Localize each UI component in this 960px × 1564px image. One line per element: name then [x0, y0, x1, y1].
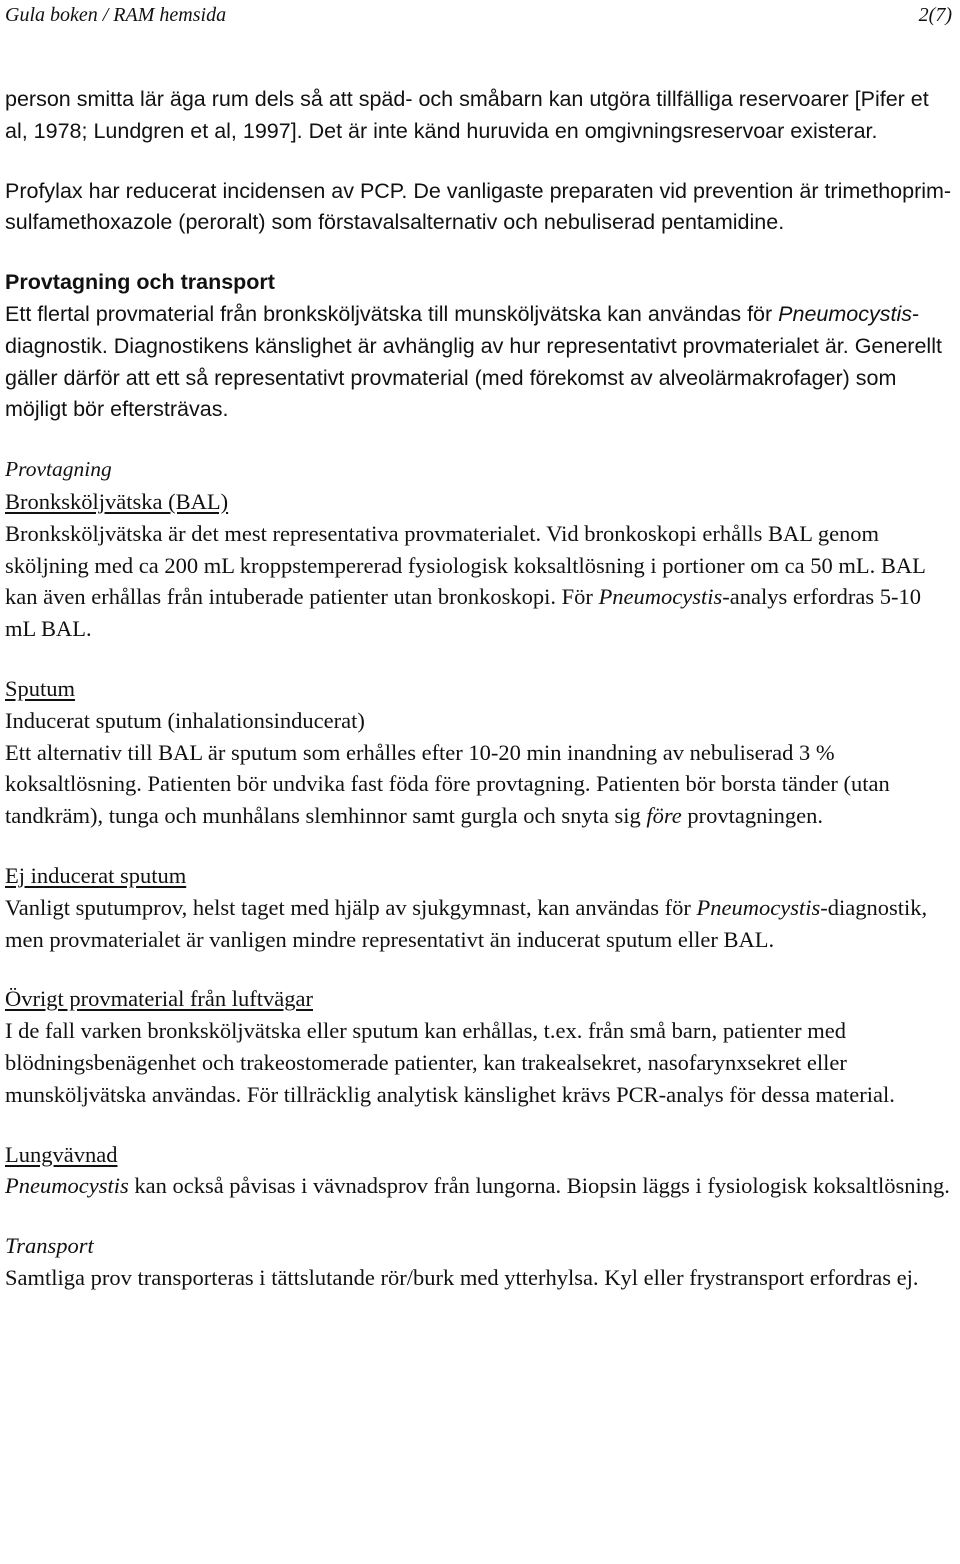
subsection-heading: Inducerat sputum (inhalationsinducerat) — [5, 707, 365, 733]
paragraph-reservoir — [5, 84, 952, 148]
section-heading: Sputum — [5, 675, 76, 701]
section-transport — [5, 1230, 952, 1294]
section-ej-inducerat — [5, 860, 952, 955]
section-ovrigt — [5, 983, 952, 1110]
paragraph-text: Profylax har reducerat incidensen av PCP. De vanligaste preparaten vid prevention är trimethoprim-sulfamethoxazole (peroralt) som förstavalsalternativ och nebuliserad pentamidine. — [5, 178, 952, 235]
italic-term: Pneumocystis — [696, 894, 821, 920]
paragraph-text: -analys erfordras 5-10 mL BAL. — [5, 584, 921, 642]
paragraph-text: Ett flertal provmaterial från bronksköljvätska till munsköljvätska kan användas för — [5, 301, 773, 326]
paragraph-text: -diagnostik, men provmaterialet är vanligen mindre representativt än inducerat sputum eller BAL. — [5, 894, 928, 952]
page-number: 2(7) — [918, 4, 952, 26]
section-heading: Transport — [5, 1233, 94, 1259]
italic-term: Pneumocystis — [5, 1173, 129, 1199]
paragraph-text: I de fall varken bronksköljvätska eller sputum kan erhållas, t.ex. från små barn, patienter med blödningsbenägenhet och trakeostomerade patienter, kan trakealsekret, nasofarynxsekret eller munsköljvätska användas. För tillräcklig analytisk känslighet krävs PCR-analys för dessa material. — [5, 1018, 895, 1107]
italic-term: Pneumocystis — [778, 301, 912, 326]
section-heading: Övrigt provmaterial från luftvägar — [5, 986, 314, 1012]
paragraph-text: Bronksköljvätska är det mest representativa provmaterialet. Vid bronkoskopi erhålls BAL genom sköljning med ca 200 mL kroppstempererad fysiologisk koksaltlösning i portioner om ca 50 mL. BAL kan även erhållas från intuberade patienter utan bronkoskopi. För — [5, 520, 926, 610]
section-heading: Ej inducerat sputum — [5, 862, 187, 888]
section-heading: Provtagning och transport — [5, 270, 275, 295]
paragraph-text: Ett alternativ till BAL är sputum som erhålles efter 10-20 min inandning av nebuliserad 3 % koksaltlösning. Patienten bör undvika fast föda före provtagning. Patienten bör borsta tänder (utan tandkräm), tunga och munhålans slemhinnor samt gurgla och snyta sig — [5, 739, 890, 829]
subsection-heading: Bronksköljvätska (BAL) — [5, 488, 229, 514]
header-title: Gula boken / RAM hemsida — [5, 4, 227, 26]
section-provtagning-transport — [5, 267, 952, 426]
section-heading: Lungvävnad — [5, 1141, 118, 1167]
paragraph-text: person smitta lär äga rum dels så att späd- och småbarn kan utgöra tillfälliga reservoarer [Pifer et al, 1978; Lundgren et al, 1997]. Det är inte känd huruvida en omgivningsreservoar existerar. — [5, 87, 929, 143]
section-sputum — [5, 673, 952, 832]
paragraph-text: -diagnostik. Diagnostikens känslighet är avhänglig av hur representativt provmaterialet är. Generellt gäller därför att ett så representativt provmaterial (med förekomst av alveolärmakrofager) som möjligt bör eftersträvas. — [5, 301, 942, 422]
italic-term: före — [646, 803, 682, 829]
paragraph-text: kan också påvisas i vävnadsprov från lungorna. Biopsin läggs i fysiologisk koksaltlösning. — [134, 1173, 950, 1199]
section-lungvavnad — [5, 1139, 952, 1203]
section-bal — [5, 454, 952, 645]
paragraph-text: Samtliga prov transporteras i tättslutande rör/burk med ytterhylsa. Kyl eller frystransport erfordras ej. — [5, 1264, 919, 1290]
document-body — [5, 84, 952, 1322]
italic-term: Pneumocystis — [598, 584, 723, 610]
section-heading: Provtagning — [5, 457, 112, 482]
page-header — [5, 4, 952, 26]
paragraph-text: Vanligt sputumprov, helst taget med hjälp av sjukgymnast, kan användas för — [5, 894, 691, 920]
paragraph-profylax — [5, 176, 952, 240]
paragraph-text: provtagningen. — [687, 803, 823, 829]
